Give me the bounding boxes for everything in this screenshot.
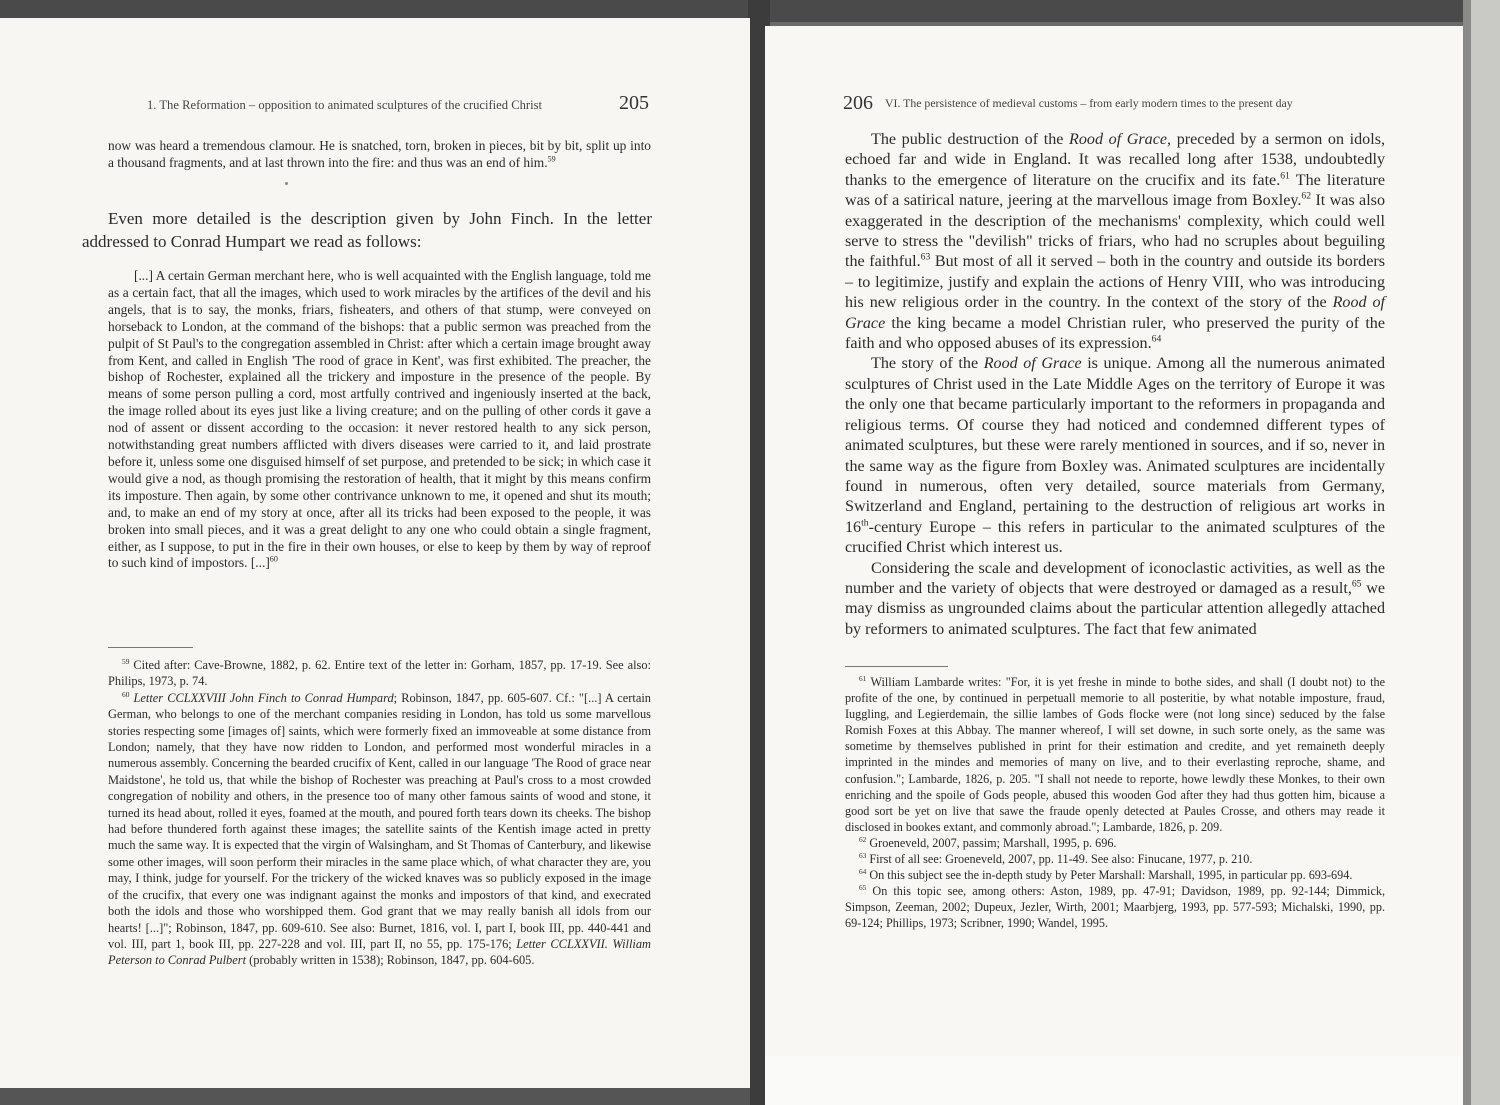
running-head: VI. The persistence of medieval customs – from early modern times to the present day [885, 96, 1293, 110]
note-ref: 61 [1280, 170, 1290, 182]
body-text [845, 130, 1385, 640]
text-run: is unique. Among all the numerous animated sculptures of Christ used in the Late Middle Ages on the territory of Europe it was the only one that became particularly important to the reformers in propaganda and religious terms. Of course they had noticed and condemned different types of animated sculptures, but these were rarely mentioned in sources, and if so, never in the same way as the figure from Boxley was. Animated sculptures are incidentally found in numerous, often very detailed, source materials from Germany, Switzerland and England, pertaining to the destruction of religious art works in 16 [845, 355, 1385, 536]
text-run: The public destruction of the [871, 131, 1070, 148]
footnote-rule [108, 647, 193, 648]
footnote-61: $^{61}$ William Lambarde writes: "For, it is yet freshe in minde to bothe sides, and shall (I doubt not) to the profite of the one, by continued in perpetuall memorie to all posteritie, by what notable imposture, fraud, Iuggling, and Legierdemain, the sillie lambes of Gods flocke were (not long since) seduced by the false Romish Foxes at this Abbay. The manner whereof, I will set downe, in such sorte onely, as the same was sometime by themselves published in print for their estimation and credite, and yet remaineth deeply imprinted in the mindes and memories of many on live, and to their everlasting reproche, shame, and confusion."; Lambarde, 1826, p. 205. "I shall not neede to reporte, howe lewdly these Monkes, to their own enriching and the spoile of Gods people, abused this wooden God after they had thus gotten him, bicause a good sort be yet on live that sawe the fraude openly detected at Paules Crosse, and others may reade it disclosed in bookes extant, and commonly abroad."; Lambarde, 1826, p. 209. [845, 673, 1385, 834]
block-quote-text: [...] A certain German merchant here, who is well acquainted with the English language, told me as a certain fact, that all the images, which used to work miracles by the artifices of the devil and his angels, that is to say, the monks, friars, fisheaters, and others of that stump, were conveyed on horseback to London, at the command of the bishops: that a public sermon was preached from the pulpit of St Paul's to the congregation assembled in Christ: after which a certain image brought away from Kent, and called in English 'The rood of grace in Kent', was first exhibited. The preacher, the bishop of Rochester, explained all the trickery and imposture in the presence of the people. By means of some person pulling a cord, most artfully contrived and ingeniously inserted at the back, the image rolled about its eyes just like a living creature; and on the pulling of other cords it gave a nod of assent or dissent according to the occasion: it never restored health to any sick person, notwithstanding great numbers afflicted with divers diseases were carried to it, and laid prostrate before it, unless some one disguised himself of set purpose, and pretended to be sick; in which case it would give a nod, as though promising the restoration of health, that it might by this means confirm its imposture. Then again, by some other contrivance unknown to me, it opened and shut its mouth; and, to make an end of my story at once, after all its tricks had been exposed to the people, it was broken into small pieces, and it was a great delight to any one who could obtain a single fragment, either, as I suppose, to put in the fire in their own houses, or else to keep by them by way of reproof to such kind of impostors. [...] [108, 268, 651, 571]
note-ref: th [861, 517, 869, 529]
footnotes [845, 674, 1385, 932]
text-run: Considering the scale and development of iconoclastic activities, as well as the number and the variety of objects that were destroyed or damaged as a result, [845, 559, 1385, 597]
page-number: 205 [619, 92, 649, 114]
scan-speck [285, 182, 288, 185]
title-italic: Rood of Grace [1069, 131, 1168, 148]
running-head: 1. The Reformation – opposition to animated sculptures of the crucified Christ [147, 98, 542, 112]
text-run: The literature was of a satirical nature, jeering at the marvellous image from Boxley. [845, 171, 1386, 210]
footnote-63: $^{63}$ First of all see: Groeneveld, 2007, pp. 11-49. See also: Finucane, 1977, p. 210. [859, 850, 1253, 867]
scan-edge-bottom [0, 1088, 750, 1105]
footnote-62: $^{62}$ Groeneveld, 2007, passim; Marshall, 1995, p. 696. [859, 834, 1117, 850]
footnote-65: $^{65}$ On this topic see, among others: Aston, 1989, pp. 47-91; Davidson, 1989, pp. 92-144; Dimmick, Simpson, Zeeman, 2002; Dupeux, Jezler, Wirth, 2001; Maarbjerg, 1993, pp. 577-593; Michalski, 1990, pp. 69-124; Phillips, 1973; Scribner, 1990; Wandel, 1995. [845, 883, 1385, 931]
note-ref: 60 [269, 554, 278, 564]
text-run: -century Europe – this refers in particular to the animated sculptures of the crucified Christ which interest us. [845, 518, 1385, 557]
left-page [0, 18, 750, 1088]
page-bottom-margin [765, 1056, 1463, 1105]
paragraph [845, 354, 1385, 558]
quote-tail [108, 137, 651, 171]
title-italic: Rood of Grace [983, 355, 1082, 373]
body-paragraph: Even more detailed is the description given by John Finch. In the letter addressed to Conrad Humpart we read as follows: [82, 209, 652, 251]
right-page [765, 26, 1463, 1056]
block-quote [108, 268, 651, 572]
text-run: the king became a model Christian ruler, who preserved the purity of the faith and who opposed abuses of its expression. [845, 314, 1385, 353]
page-number: 206 [843, 92, 873, 114]
note-ref: 64 [1151, 333, 1162, 345]
footnote-64: $^{64}$ On this subject see the in-depth study by Peter Marshall: Marshall, 1995, in particular pp. 693-694. [859, 867, 1353, 883]
note-ref: 65 [1351, 578, 1362, 590]
quote-tail-text: now was heard a tremendous clamour. He is snatched, torn, broken in pieces, bit by bit, split up into a thousand fragments, and at last thrown into the fire: and thus was an end of him. [108, 138, 651, 171]
paragraph [845, 559, 1385, 641]
title-italic: Rood of Grace [845, 294, 1385, 332]
text-run: we may dismiss as ungrounded claims about the particular attention allegedly attached by reformers to animated sculptures. The fact that few animated [845, 579, 1385, 638]
paragraph [845, 130, 1385, 354]
footnote-rule [845, 666, 948, 667]
note-ref: 59 [547, 154, 556, 164]
footnote-59: $^{59}$ Cited after: Cave-Browne, 1882, p. 62. Entire text of the letter in: Gorham, 1857, pp. 17-19. See also: Philips, 1973, p. 74. [108, 656, 651, 689]
text-run: But most of all it served – both in the country and outside its borders – to legitimize, justify and explain the actions of Henry VIII, who was introducing his new religious order in the country. In the context of the story of the [845, 253, 1385, 312]
text-run: The story of the [871, 355, 984, 373]
page-stack-edge [1463, 0, 1500, 1105]
note-ref: 62 [1301, 190, 1312, 202]
footnote-60: $^{60}$ Letter CCLXXVIII John Finch to Conrad Humpard; Robinson, 1847, pp. 605-607. Cf.: "[...] A certain German, who belongs to one of the merchant companies residing in London, has told us some marvellous stories respecting some [images of] saints, which were formerly fixed an immoveable at some distance from London; namely, that they have now ridden to London, and performed most wonderful miracles in a numerous assembly. Concerning the bearded crucifix of Kent, called in our language 'The Rood of grace near Maidstone', he told us, that while the bishop of Rochester was preaching at Paul's cross to a most crowded congregation of nobility and others, in the presence too of many other famous saints of wood and stone, it turned its head about, rolled it eyes, foamed at the mouth, and poured forth tears down its cheeks. The bishop had before thundered forth against these images; the satellite saints of the Kentish image acted in pretty much the same way. It is expected that the virgin of Walsingham, and St Thomas of Canterbury, and likewise some other images, will soon perform their miracles in the same place which, of what character they are, you may, I think, judge for yourself. For the trickery of the wicked knaves was so publicly exposed in the image of the crucifix, that every one was indignant against the monks and impostors of that kind, and execrated both the idols and those who worshipped them. God grant that we may really banish all idols from our hearts! [...]"; Robinson, 1847, pp. 609-610. See also: Burnet, 1816, vol. I, part I, book III, pp. 440-441 and vol. III, part 1, book III, pp. 227-228 and vol. III, part II, no 55, pp. 175-176; Letter CCLXXVII. William Peterson to Conrad Pulbert (probably written in 1538); Robinson, 1847, pp. 604-605. [108, 689, 651, 968]
footnotes [108, 657, 651, 969]
text-run: , preceded by a sermon on idols, echoed far and wide in England. It was recalled long after 1538, undoubtedly thanks to the emergence of literature on the crucifix and its fate. [845, 131, 1385, 189]
text-run: It was also exaggerated in the description of the mechanisms' complexity, which could well serve to stress the "devilish" tricks of friars, who had no scruples about beguiling the faithful. [845, 192, 1385, 271]
note-ref: 63 [920, 252, 931, 264]
